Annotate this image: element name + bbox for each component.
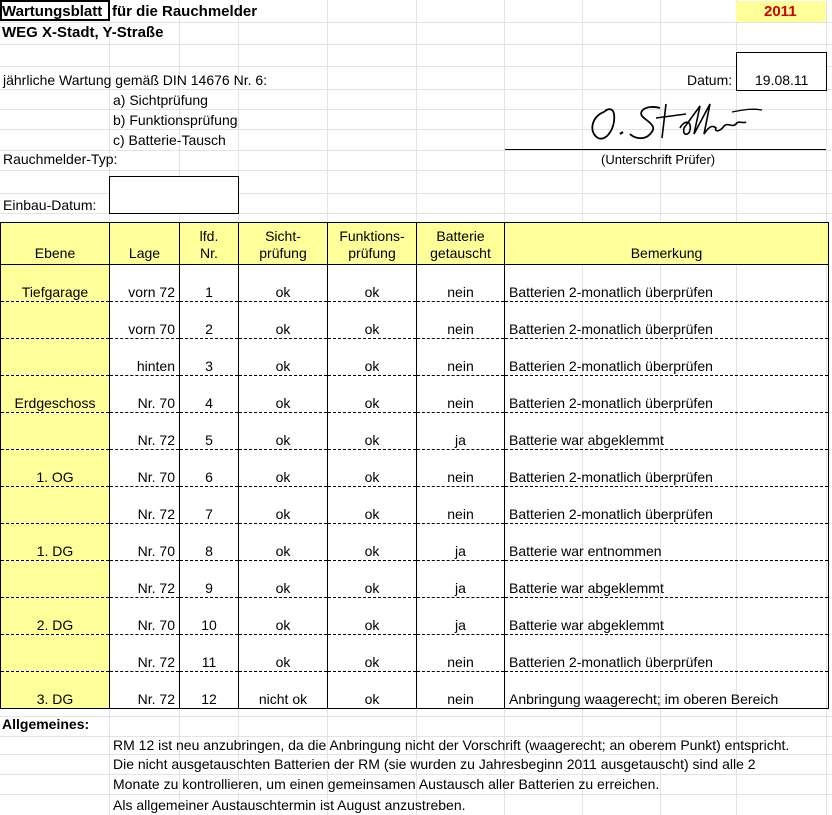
table-row	[1, 672, 829, 709]
table-row	[1, 487, 829, 524]
cell-lage: Nr. 72	[110, 561, 180, 598]
cell-sicht: ok	[239, 487, 328, 524]
cell-batterie: nein	[417, 376, 505, 413]
cell-batterie: nein	[417, 672, 505, 709]
header-sichtpruefung: Sicht- prüfung	[239, 223, 328, 265]
cell-ebene	[1, 561, 110, 598]
cell-bemerkung: Batterie war abgeklemmt	[505, 413, 829, 450]
cell-nr: 9	[180, 561, 239, 598]
cell-funktion: ok	[328, 524, 417, 561]
cell-lage: Nr. 72	[110, 672, 180, 709]
cell-bemerkung: Batterien 2-monatlich überprüfen	[505, 339, 829, 376]
cell-funktion: ok	[328, 376, 417, 413]
cell-funktion: ok	[328, 302, 417, 339]
cell-funktion: ok	[328, 487, 417, 524]
header-lage: Lage	[110, 223, 180, 265]
cell-nr: 10	[180, 598, 239, 635]
cell-lage: Nr. 70	[110, 376, 180, 413]
table-row	[1, 524, 829, 561]
cell-sicht: ok	[239, 524, 328, 561]
cell-bemerkung: Anbringung waagerecht; im oberen Bereich	[505, 672, 829, 709]
cell-sicht: ok	[239, 376, 328, 413]
cell-lage: Nr. 72	[110, 635, 180, 672]
cell-funktion: ok	[328, 450, 417, 487]
cell-nr: 3	[180, 339, 239, 376]
table-row	[1, 302, 829, 339]
cell-ebene	[1, 339, 110, 376]
maintenance-line: jährliche Wartung gemäß DIN 14676 Nr. 6:	[3, 72, 268, 88]
general-line-2: Die nicht ausgetauschten Batterien der RM (sie wurden zu Jahresbeginn 2011 ausgetauscht) sind alle 2	[113, 756, 756, 772]
cell-sicht: ok	[239, 450, 328, 487]
cell-bemerkung: Batterien 2-monatlich überprüfen	[505, 487, 829, 524]
cell-ebene	[1, 635, 110, 672]
cell-bemerkung: Batterie war abgeklemmt	[505, 561, 829, 598]
cell-batterie: nein	[417, 265, 505, 302]
header-ebene: Ebene	[1, 223, 110, 265]
cell-bemerkung: Batterien 2-monatlich überprüfen	[505, 265, 829, 302]
date-value: 19.08.11	[755, 72, 809, 88]
cell-ebene: 1. OG	[1, 450, 110, 487]
cell-lage: Nr. 72	[110, 487, 180, 524]
cell-ebene: 2. DG	[1, 598, 110, 635]
cell-sicht: ok	[239, 339, 328, 376]
cell-ebene	[1, 487, 110, 524]
general-line-3: Monate zu kontrollieren, um einen gemeinsamen Austausch aller Batterien zu erreichen.	[113, 776, 660, 792]
cell-batterie: ja	[417, 561, 505, 598]
cell-lage: Nr. 70	[110, 524, 180, 561]
cell-funktion: ok	[328, 561, 417, 598]
cell-nr: 8	[180, 524, 239, 561]
cell-nr: 11	[180, 635, 239, 672]
cell-sicht: ok	[239, 561, 328, 598]
table-row	[1, 265, 829, 302]
signature-line	[505, 149, 826, 150]
cell-batterie: ja	[417, 413, 505, 450]
cell-nr: 4	[180, 376, 239, 413]
header-lfd-nr: lfd. Nr.	[180, 223, 239, 265]
cell-ebene	[1, 302, 110, 339]
cell-funktion: ok	[328, 339, 417, 376]
cell-ebene: Erdgeschoss	[1, 376, 110, 413]
cell-sicht: ok	[239, 635, 328, 672]
cell-funktion: ok	[328, 598, 417, 635]
cell-batterie: nein	[417, 450, 505, 487]
sheet-title-part1: Wartungsblatt	[2, 3, 103, 20]
sheet-title-part2: für die Rauchmelder	[112, 3, 258, 20]
cell-bemerkung: Batterie war entnommen	[505, 524, 829, 561]
signature-image	[586, 98, 766, 146]
cell-lage: Nr. 70	[110, 450, 180, 487]
cell-ebene	[1, 413, 110, 450]
general-line-1: RM 12 ist neu anzubringen, da die Anbringung nicht der Vorschrift (waagerecht; an oberem Punkt) entspricht.	[113, 737, 790, 753]
cell-funktion: ok	[328, 672, 417, 709]
maintenance-table	[0, 222, 829, 709]
cell-sicht: ok	[239, 302, 328, 339]
install-date-field[interactable]	[109, 176, 239, 214]
cell-ebene: Tiefgarage	[1, 265, 110, 302]
cell-bemerkung: Batterien 2-monatlich überprüfen	[505, 376, 829, 413]
cell-nr: 1	[180, 265, 239, 302]
cell-batterie: ja	[417, 598, 505, 635]
year-label: 2011	[764, 3, 797, 20]
cell-funktion: ok	[328, 265, 417, 302]
cell-nr: 12	[180, 672, 239, 709]
check-item-a: a) Sichtprüfung	[113, 92, 208, 108]
table-row	[1, 598, 829, 635]
cell-funktion: ok	[328, 413, 417, 450]
header-bemerkung: Bemerkung	[505, 223, 829, 265]
cell-bemerkung: Batterien 2-monatlich überprüfen	[505, 302, 829, 339]
cell-sicht: ok	[239, 598, 328, 635]
table-row	[1, 450, 829, 487]
active-cell-border	[0, 0, 110, 21]
sheet-subtitle: WEG X-Stadt, Y-Straße	[2, 24, 164, 41]
table-header-row	[1, 223, 829, 265]
general-line-4: Als allgemeiner Austauschtermin ist August anzustreben.	[113, 797, 466, 813]
general-heading: Allgemeines:	[2, 716, 90, 732]
detector-type-label: Rauchmelder-Typ:	[3, 151, 118, 167]
cell-lage: vorn 70	[110, 302, 180, 339]
date-label: Datum:	[687, 72, 733, 88]
cell-bemerkung: Batterien 2-monatlich überprüfen	[505, 450, 829, 487]
cell-bemerkung: Batterien 2-monatlich überprüfen	[505, 635, 829, 672]
cell-batterie: nein	[417, 635, 505, 672]
cell-nr: 2	[180, 302, 239, 339]
cell-batterie: nein	[417, 339, 505, 376]
cell-ebene: 1. DG	[1, 524, 110, 561]
table-row	[1, 413, 829, 450]
cell-batterie: ja	[417, 524, 505, 561]
cell-nr: 6	[180, 450, 239, 487]
signature-caption: (Unterschrift Prüfer)	[601, 152, 716, 167]
cell-lage: Nr. 72	[110, 413, 180, 450]
cell-batterie: nein	[417, 487, 505, 524]
install-date-label: Einbau-Datum:	[3, 197, 97, 213]
cell-ebene: 3. DG	[1, 672, 110, 709]
cell-sicht: ok	[239, 413, 328, 450]
check-item-b: b) Funktionsprüfung	[113, 112, 238, 128]
cell-nr: 7	[180, 487, 239, 524]
cell-lage: hinten	[110, 339, 180, 376]
cell-sicht: ok	[239, 265, 328, 302]
cell-batterie: nein	[417, 302, 505, 339]
cell-bemerkung: Batterie war abgeklemmt	[505, 598, 829, 635]
table-row	[1, 376, 829, 413]
cell-sicht: nicht ok	[239, 672, 328, 709]
cell-lage: vorn 72	[110, 265, 180, 302]
cell-funktion: ok	[328, 635, 417, 672]
table-row	[1, 635, 829, 672]
header-funktionspruefung: Funktions- prüfung	[328, 223, 417, 265]
table-row	[1, 339, 829, 376]
table-row	[1, 561, 829, 598]
cell-nr: 5	[180, 413, 239, 450]
check-item-c: c) Batterie-Tausch	[113, 132, 226, 148]
cell-lage: Nr. 70	[110, 598, 180, 635]
header-batterie: Batterie getauscht	[417, 223, 505, 265]
